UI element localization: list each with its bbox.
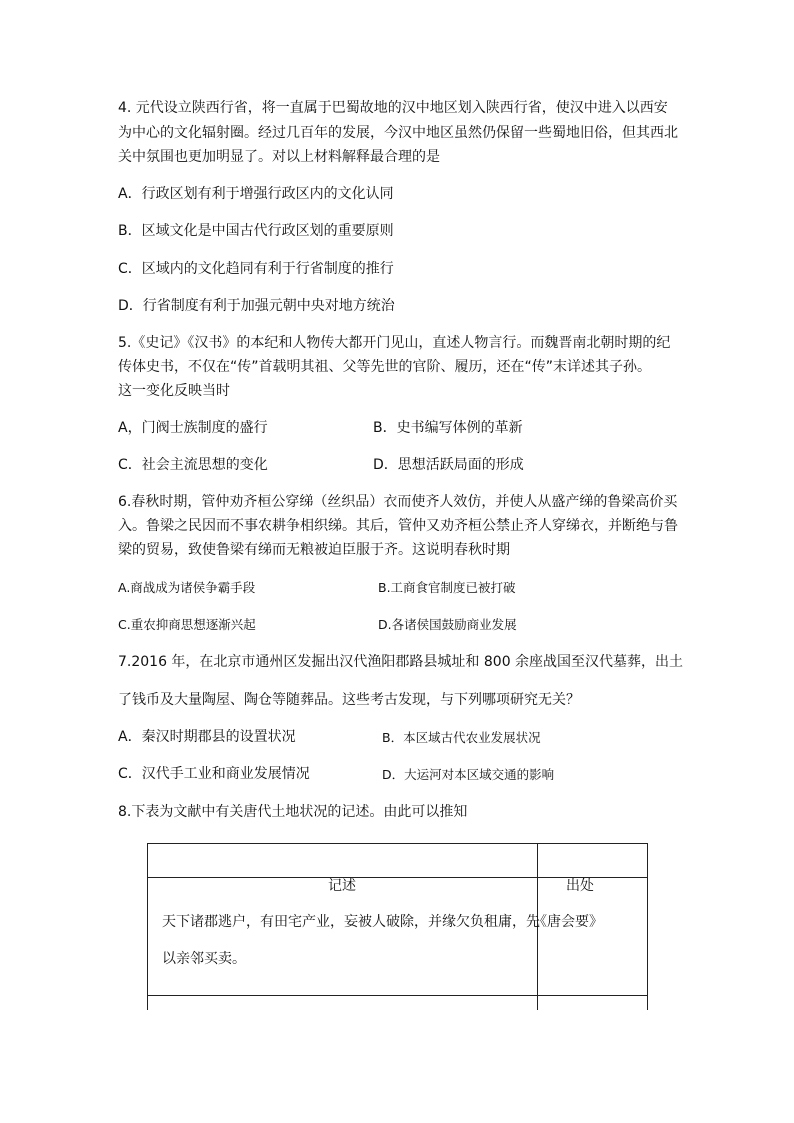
table-right-border — [647, 843, 648, 1010]
q4-stem-line-3: 关中氛围也更加明显了。对以上材料解释最合理的是 — [118, 149, 440, 165]
q7-option-a: A．秦汉时期郡县的设置状况 — [118, 729, 296, 745]
q5-option-b: B．史书编写体例的革新 — [373, 420, 523, 436]
q6-option-d: D.各诸侯国鼓励商业发展 — [378, 617, 517, 632]
q4-option-c: C．区域内的文化趋同有利于行省制度的推行 — [118, 261, 394, 277]
q5-stem-line-1: 5.《史记》《汉书》的本纪和人物传大都开门见山，直述人物言行。而魏晋南北朝时期的纪 — [118, 335, 671, 351]
q5-option-c: C．社会主流思想的变化 — [118, 457, 268, 473]
q6-stem-line-3: 梁的贸易，致使鲁梁有绨而无粮被迫臣服于齐。这说明春秋时期 — [118, 542, 510, 558]
q7-stem-line-1: 7.2016 年，在北京市通州区发掘出汉代渔阳郡路县城址和 800 余座战国至汉代墓葬，出土 — [118, 654, 684, 670]
table-header-record: 记述 — [328, 878, 356, 894]
table-row1-source: 《唐会要》 — [533, 914, 603, 930]
q6-option-a: A.商战成为诸侯争霸手段 — [118, 580, 256, 595]
table-top-border — [147, 843, 648, 844]
q4-option-b: B．区域文化是中国古代行政区划的重要原则 — [118, 223, 394, 239]
q4-option-d: D．行省制度有利于加强元朝中央对地方统治 — [118, 298, 395, 314]
q5-stem-line-2: 传体史书，不仅在“传”首载明其祖、父等先世的官阶、履历，还在“传”末详述其子孙。 — [118, 359, 652, 375]
table-row-divider — [147, 995, 648, 996]
q4-option-a: A．行政区划有利于增强行政区内的文化认同 — [118, 186, 394, 202]
table-row1-text-line-2: 以亲邻买卖。 — [162, 951, 246, 967]
q4-stem-line-1: 4. 元代设立陕西行省，将一直属于巴蜀故地的汉中地区划入陕西行省，使汉中进入以西安 — [118, 100, 668, 116]
q7-option-d: D．大运河对本区域交通的影响 — [382, 767, 555, 782]
q4-stem-line-2: 为中心的文化辐射圈。经过几百年的发展，今汉中地区虽然仍保留一些蜀地旧俗，但其西北 — [118, 125, 678, 141]
table-row1-text-line-1: 天下诸郡逃户，有田宅产业，妄被人破除，并缘欠负租庸，先 — [162, 914, 540, 930]
q6-stem-line-1: 6.春秋时期，管仲劝齐桓公穿绨（丝织品）衣而使齐人效仿，并使人从盛产绨的鲁梁高价买 — [118, 494, 678, 510]
q8-stem: 8.下表为文献中有关唐代土地状况的记述。由此可以推知 — [118, 804, 468, 820]
table-header-source: 出处 — [566, 878, 594, 894]
q7-option-c: C．汉代手工业和商业发展情况 — [118, 766, 310, 782]
q6-option-c: C.重农抑商思想逐渐兴起 — [118, 617, 256, 632]
q5-option-d: D．思想活跃局面的形成 — [373, 457, 524, 473]
table-left-border — [147, 843, 148, 1010]
land-records-table — [147, 843, 648, 1010]
q6-option-b: B.工商食官制度已被打破 — [378, 580, 516, 595]
q5-option-a: A，门阀士族制度的盛行 — [118, 420, 268, 436]
q6-stem-line-2: 入。鲁梁之民因而不事农耕争相织绨。其后，管仲又劝齐桓公禁止齐人穿绨衣，并断绝与鲁 — [118, 518, 678, 534]
q7-option-b: B．本区域古代农业发展状况 — [382, 730, 541, 745]
q7-stem-line-2: 了钱币及大量陶屋、陶仓等随葬品。这些考古发现，与下列哪项研究无关？ — [118, 692, 580, 708]
q5-stem-line-3: 这一变化反映当时 — [118, 383, 230, 399]
